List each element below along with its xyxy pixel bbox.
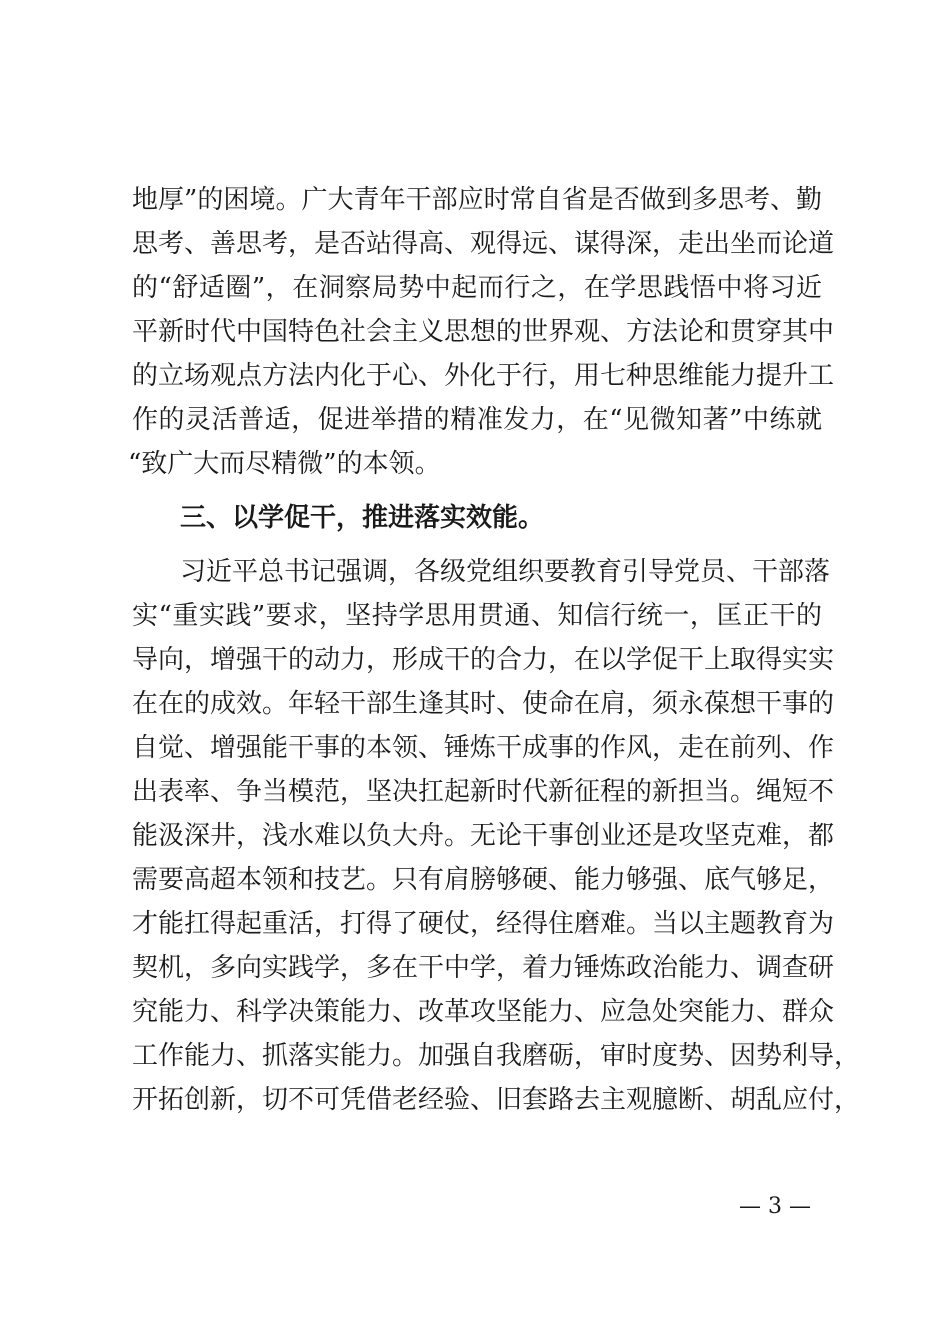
text-line-14: 出表率、争当模范，坚决扛起新时代新征程的新担当。绳短不	[132, 777, 835, 807]
text-line-1: 地厚”的困境。广大青年干部应时常自省是否做到多思考、勤	[132, 185, 822, 215]
text-line-9: 习近平总书记强调，各级党组织要教育引导党员、干部落	[180, 557, 831, 587]
text-line-2: 思考、善思考，是否站得高、观得远、谋得深，走出坐而论道	[132, 229, 835, 259]
text-line-6: 作的灵活普适，促进举措的精准发力，在“见微知著”中练就	[132, 405, 822, 435]
text-line-18: 契机，多向实践学，多在干中学，着力锤炼政治能力、调查研	[132, 953, 835, 983]
text-line-20: 工作能力、抓落实能力。加强自我磨砺，审时度势、因势利导，	[132, 1041, 861, 1071]
text-line-11: 导向，增强干的动力，形成干的合力，在以学促干上取得实实	[132, 645, 835, 675]
text-line-19: 究能力、科学决策能力、改革攻坚能力、应急处突能力、群众	[132, 997, 835, 1027]
text-line-10: 实“重实践”要求，坚持学思用贯通、知信行统一，匡正干的	[132, 601, 822, 631]
text-line-21: 开拓创新，切不可凭借老经验、旧套路去主观臆断、胡乱应付，	[132, 1085, 861, 1115]
text-line-16: 需要高超本领和技艺。只有肩膀够硬、能力够强、底气够足，	[132, 865, 835, 895]
page-number: — 3 —	[739, 1194, 811, 1219]
text-line-5: 的立场观点方法内化于心、外化于行，用七种思维能力提升工	[132, 361, 835, 391]
text-line-15: 能汲深井，浅水难以负大舟。无论干事创业还是攻坚克难，都	[132, 821, 835, 851]
text-line-3: 的“舒适圈”，在洞察局势中起而行之，在学思践悟中将习近	[132, 273, 822, 303]
text-line-12: 在在的成效。年轻干部生逢其时、使命在肩，须永葆想干事的	[132, 689, 835, 719]
text-line-7: “致广大而尽精微”的本领。	[128, 449, 441, 479]
text-line-13: 自觉、增强能干事的本领、锤炼干成事的作风，走在前列、作	[132, 733, 835, 763]
text-line-4: 平新时代中国特色社会主义思想的世界观、方法论和贯穿其中	[132, 317, 835, 347]
text-line-17: 才能扛得起重活，打得了硬仗，经得住磨难。当以主题教育为	[132, 909, 835, 939]
section-heading: 三、以学促干，推进落实效能。	[180, 503, 545, 533]
